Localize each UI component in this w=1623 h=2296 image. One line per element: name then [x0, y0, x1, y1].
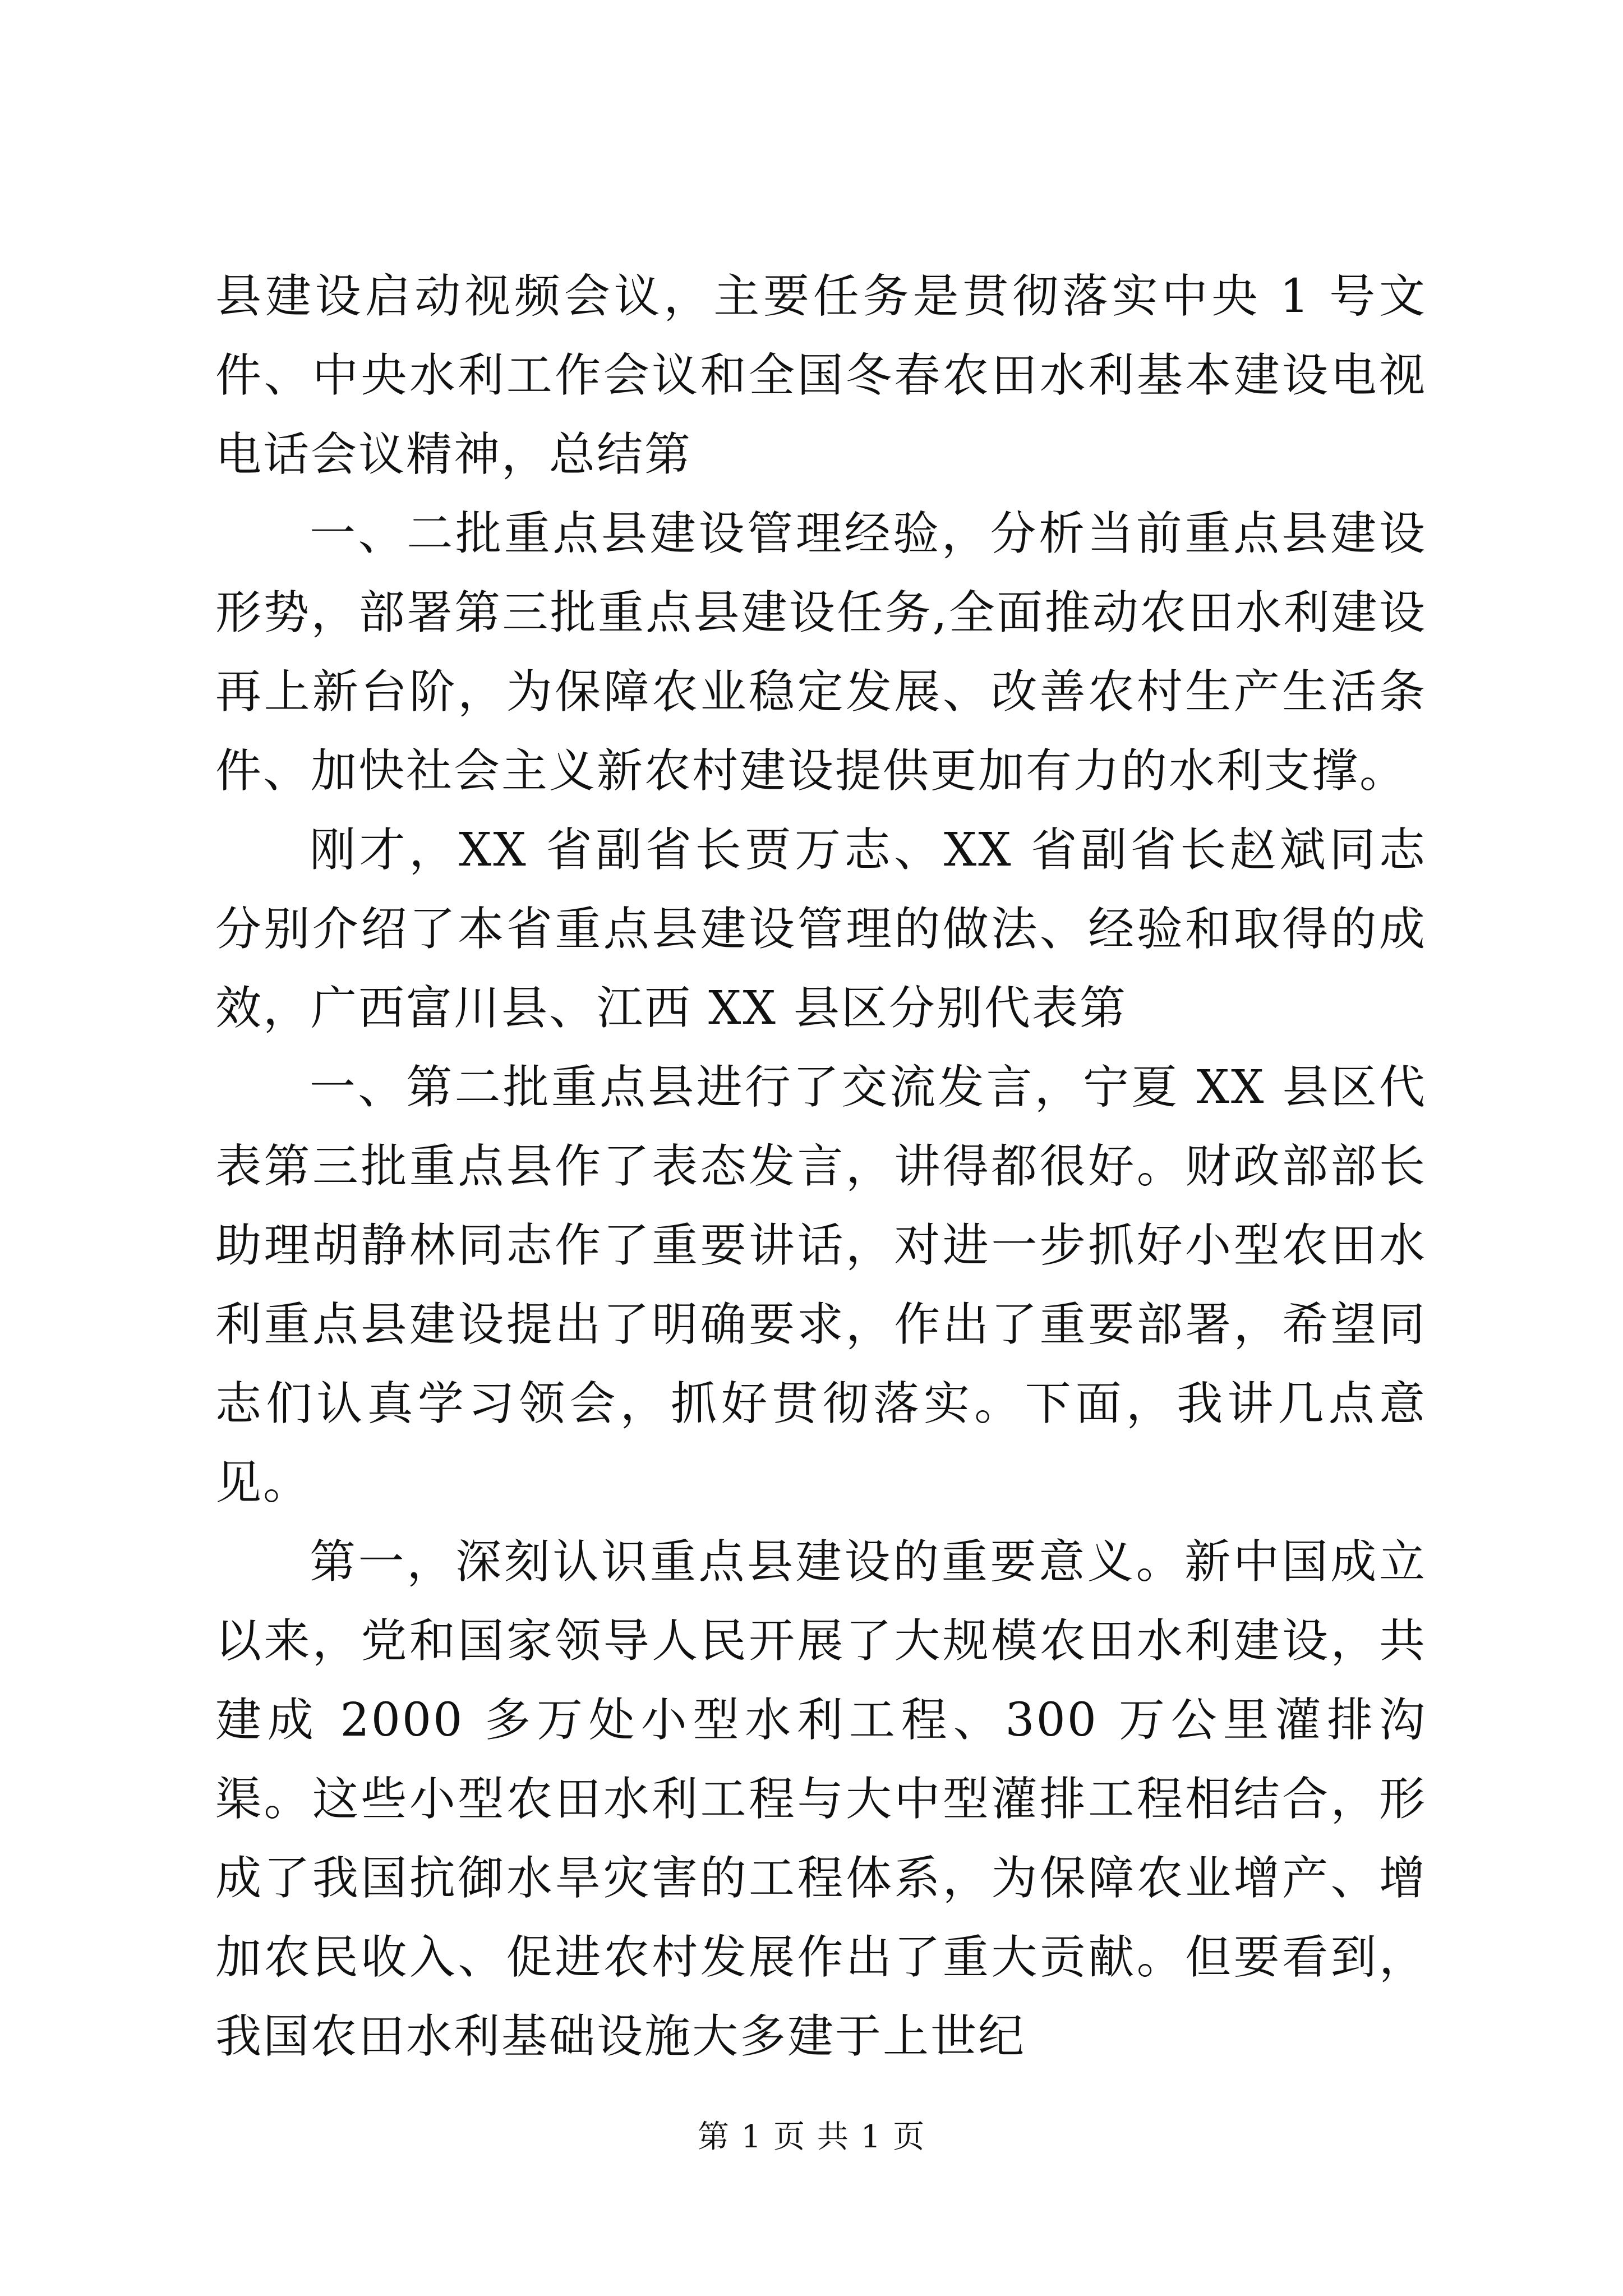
paragraph-4: 一、第二批重点县进行了交流发言，宁夏 XX 县区代表第三批重点县作了表态发言，讲得都很好。财政部部长助理胡静林同志作了重要讲话，对进一步抓好小型农田水利重点县建设提出了明确要求，作出了重要部署，希望同志们认真学习领会，抓好贯彻落实。下面，我讲几点意见。 [215, 1061, 1427, 1510]
paragraph-5: 第一，深刻认识重点县建设的重要意义。新中国成立以来，党和国家领导人民开展了大规模农田水利建设，共建成 2000 多万处小型水利工程、300 万公里灌排沟渠。这些小型农田水利工程与大中型灌排工程相结合，形成了我国抗御水旱灾害的工程体系，为保障农业增产、增加农民收入、促进农村发展作出了重大贡献。但要看到，我国农田水利基础设施大多建于上世纪 [215, 1535, 1427, 2063]
paragraph-1: 县建设启动视频会议，主要任务是贯彻落实中央 1 号文件、中央水利工作会议和全国冬春农田水利基本建设电视电话会议精神，总结第 [215, 270, 1427, 481]
page-footer: 第 1 页 共 1 页 [697, 2119, 926, 2155]
paragraph-2: 一、二批重点县建设管理经验，分析当前重点县建设形势，部署第三批重点县建设任务,全面推动农田水利建设再上新台阶，为保障农业稳定发展、改善农村生产生活条件、加快社会主义新农村建设提供更加有力的水利支撑。 [215, 507, 1427, 798]
paragraph-3: 刚才，XX 省副省长贾万志、XX 省副省长赵斌同志分别介绍了本省重点县建设管理的做法、经验和取得的成效，广西富川县、江西 XX 县区分别代表第 [215, 823, 1427, 1035]
document-body [215, 257, 1427, 2076]
